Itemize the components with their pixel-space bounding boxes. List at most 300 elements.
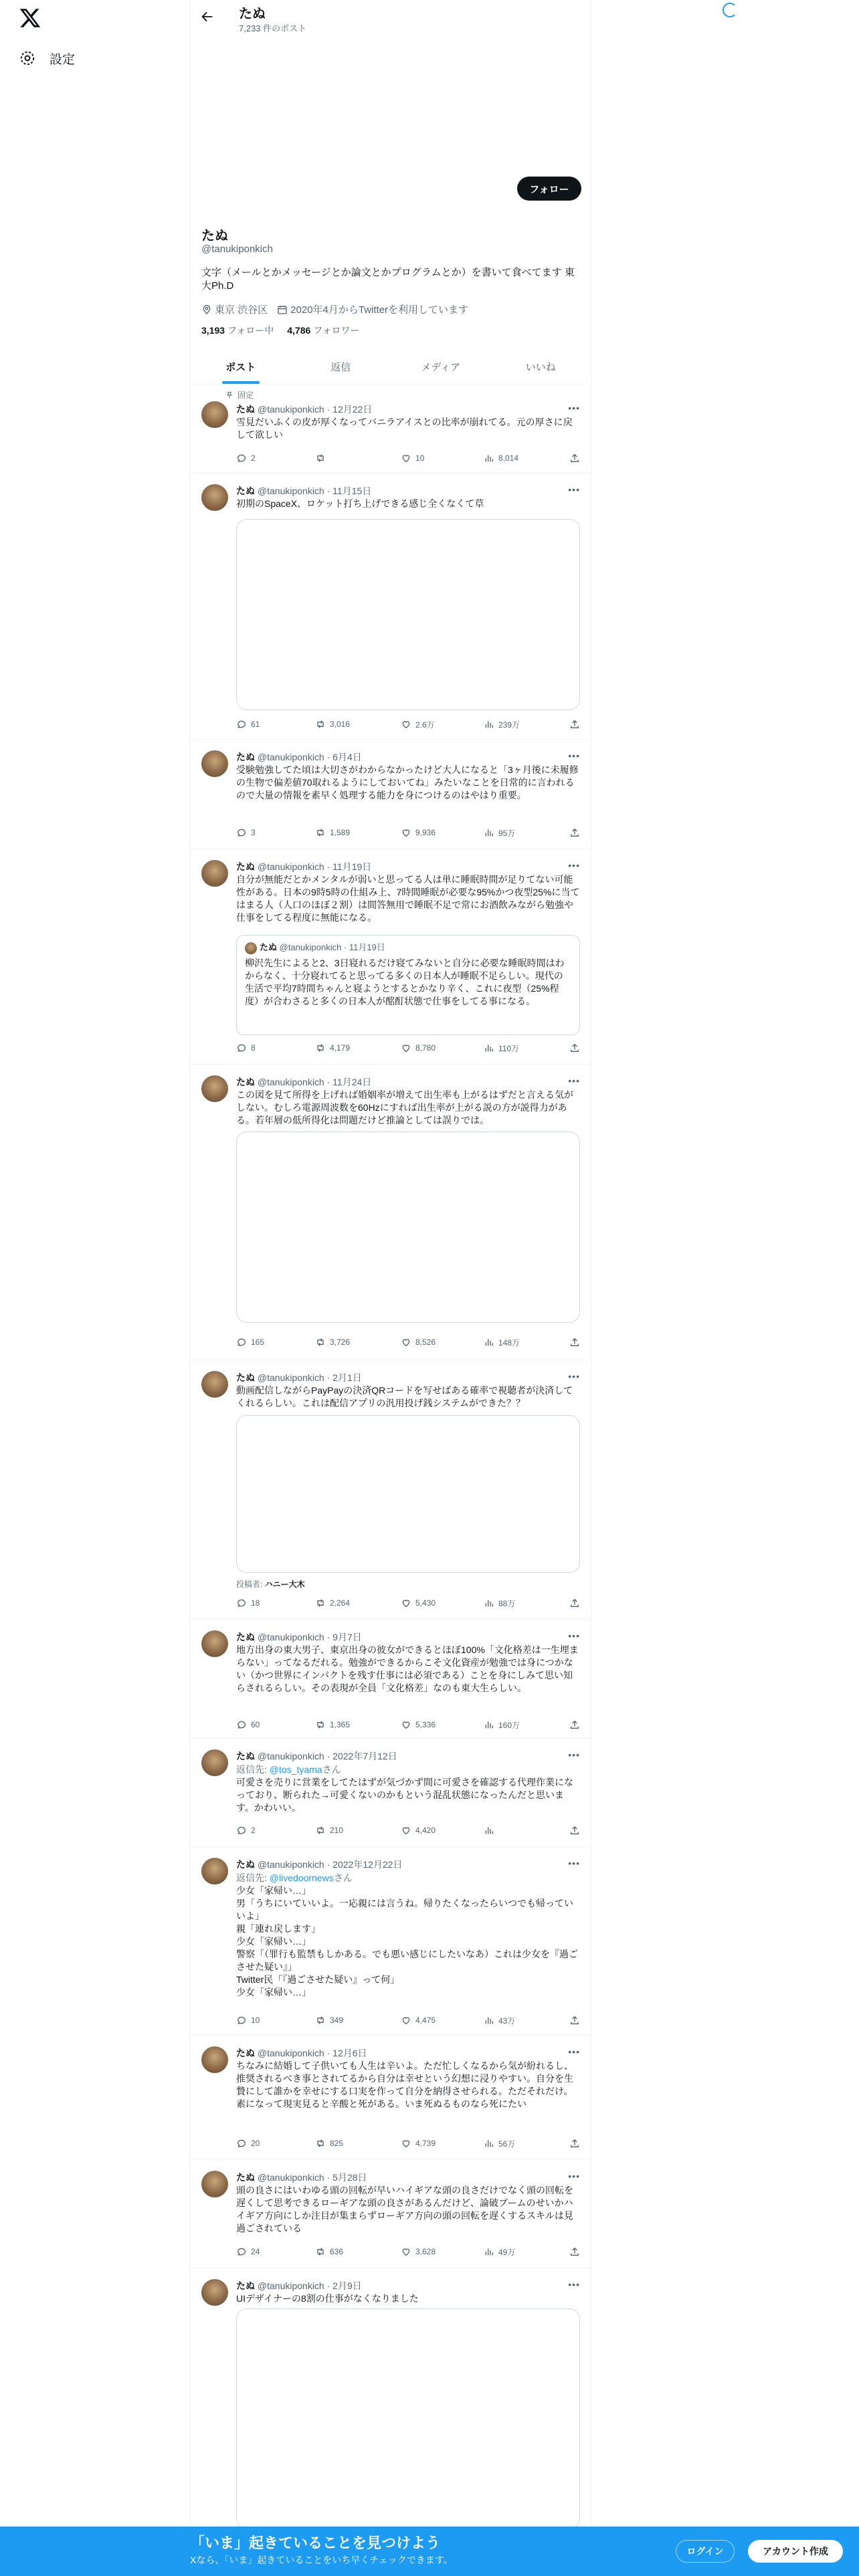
like-count: 4,420 [415, 1826, 436, 1835]
share-button[interactable] [569, 2244, 580, 2259]
retweet-button[interactable] [315, 717, 401, 732]
tweet-author: たぬ [236, 752, 255, 762]
reply-icon [236, 719, 247, 730]
more-icon[interactable]: ••• [568, 860, 580, 871]
view-count: 56万 [498, 2139, 516, 2149]
more-icon[interactable]: ••• [568, 484, 580, 495]
like-button[interactable] [401, 1596, 484, 1610]
reply-icon [236, 2138, 247, 2149]
share-icon [569, 1337, 580, 1348]
tweet-date[interactable]: 12月22日 [332, 404, 373, 415]
view-count: 148万 [498, 1337, 520, 1348]
tweet-date[interactable]: 6月4日 [332, 752, 362, 762]
quoted-tweet[interactable] [236, 935, 580, 1035]
like-count: 4,739 [415, 2139, 436, 2148]
tweet-text: 地方出身の東大男子、東京出身の彼女ができるとほぼ100%「文化格差は一生埋まらない」ってなるだれる。勉強ができるからこそ文化資産が勉強では身につかない（かつ世界にインパクトを残す仕事には必須である）ことを身にしみて思い知らされるらしい。その表現が全員「文化格差」なのも東大生らしい。 [236, 1644, 579, 1693]
reply-icon [236, 1598, 247, 1608]
avatar[interactable] [201, 2046, 228, 2073]
retweet-icon [315, 453, 326, 463]
follow-button[interactable]: フォロー [517, 177, 581, 201]
like-button[interactable] [401, 2244, 484, 2259]
following-count: 3,193 [201, 325, 225, 336]
tweet-text: 初期のSpaceX、ロケット打ち上げできる感じ全くなくて草 [236, 498, 484, 509]
reply-prefix: 返信先: [236, 1872, 267, 1883]
tweet-date[interactable]: 12月6日 [332, 2048, 367, 2058]
tweet-text: この図を見て所得を上げれば婚姻率が増えて出生率も上がるはずだと言える気がしない。むしろ電源周波数を60Hzにすれば出生率が上がる説の方が説得力がある。若年層の低所得化は問題だけど推論としては誤りでは。 [236, 1089, 573, 1125]
views-bar-chart-icon [484, 1719, 494, 1730]
profile-handle: @tanukiponkich [201, 243, 273, 255]
share-button[interactable] [569, 2013, 580, 2028]
like-button[interactable] [401, 2013, 484, 2028]
avatar[interactable] [201, 2171, 228, 2197]
gear-icon [19, 49, 36, 67]
share-button[interactable] [569, 717, 580, 732]
reply-to-handle[interactable]: @tos_tyama [269, 1764, 322, 1775]
retweet-icon [315, 2138, 326, 2149]
more-icon[interactable]: ••• [568, 403, 580, 413]
views-bar-chart-icon [484, 2138, 494, 2149]
views-button[interactable] [484, 2244, 569, 2259]
avatar[interactable] [201, 1075, 228, 1102]
tweet-media[interactable] [236, 1415, 580, 1573]
reply-button[interactable] [236, 1041, 315, 1055]
tweet-text: 受験勉強してた頃は大切さがわからなかったけど大人になると「3ヶ月後に未履修の生物で偏差値70取れるようにしておいてね」みたいなことを日常的に言われるので大量の情報を素早く処理する能力を身につけるのはやはり重要。 [236, 764, 579, 800]
pinned-indicator [225, 389, 254, 401]
tweet-text: 雪見だいふくの皮が厚くなってバニラアイスとの比率が崩れてる。元の厚さに戻して欲しい [236, 417, 573, 440]
retweet-button[interactable] [315, 1823, 401, 1838]
tweet-text: UIデザイナーの8割の仕事がなくなりました [236, 2293, 419, 2304]
avatar[interactable] [201, 860, 228, 887]
tweet-actions [236, 2244, 580, 2259]
heart-icon [401, 827, 411, 838]
retweet-count: 4,179 [330, 1043, 351, 1053]
avatar[interactable] [201, 484, 228, 511]
view-count: 49万 [498, 2247, 516, 2257]
reply-button[interactable] [236, 1596, 315, 1610]
more-icon[interactable]: ••• [568, 2171, 580, 2181]
views-button[interactable] [484, 1717, 569, 1732]
avatar[interactable] [201, 1371, 228, 1398]
share-icon [569, 2015, 580, 2026]
tweet[interactable] [191, 473, 591, 740]
tweet-handle: @tanukiponkich [257, 2048, 324, 2058]
tweet-text: 自分が無能だとかメンタルが弱いと思ってる人は単に睡眠時間が足りてない可能性がある。日本の9時5時の仕組み上、7時間睡眠が必要な95%かつ夜型25%に当てはまる人（人口のほぼ２割）は間答無用で睡眠不足で常にお酒飲みながら勉強や仕事をしてる程度に無能になる。 [236, 874, 580, 923]
tweet-handle: @tanukiponkich [257, 1632, 324, 1642]
view-count: 95万 [498, 828, 516, 838]
tweet-author: たぬ [236, 486, 255, 496]
reply-button[interactable] [236, 1335, 315, 1350]
tweet-header: たぬ @tanukiponkich · 12月6日 [236, 2048, 367, 2058]
retweet-count: 2,264 [330, 1598, 351, 1608]
tweet-handle: @tanukiponkich [257, 1372, 324, 1383]
retweet-icon [315, 1337, 326, 1348]
profile-meta [201, 302, 468, 316]
views-button[interactable] [484, 1335, 569, 1350]
retweet-count: 210 [330, 1826, 344, 1835]
more-icon[interactable]: ••• [568, 2279, 580, 2290]
views-button[interactable] [484, 2136, 569, 2151]
share-icon [569, 1598, 580, 1608]
reply-button[interactable] [236, 1717, 315, 1732]
tweet[interactable] [191, 740, 591, 849]
tweet[interactable] [191, 2268, 591, 2527]
profile-tabs [191, 349, 591, 385]
tweet-header: たぬ @tanukiponkich · 6月4日 [236, 752, 362, 762]
retweet-count: 349 [330, 2016, 344, 2025]
quoted-avatar [245, 942, 257, 954]
share-icon [569, 453, 580, 463]
retweet-icon [315, 827, 326, 838]
reply-suffix: さん [322, 1764, 341, 1775]
heart-icon [401, 1598, 411, 1608]
tweet-author: たぬ [236, 1859, 255, 1870]
followers-label: フォロワー [313, 325, 360, 336]
tweet-author: たぬ [236, 2172, 255, 2183]
tweet-header: たぬ @tanukiponkich · 9月7日 [236, 1632, 362, 1642]
like-count: 5,336 [415, 1720, 436, 1729]
like-count: 9,936 [415, 828, 436, 837]
retweet-button[interactable] [315, 1041, 401, 1055]
calendar-icon [277, 304, 288, 315]
tweet-handle: @tanukiponkich [257, 861, 324, 872]
location-pin-icon [201, 304, 212, 315]
tweet-header: たぬ @tanukiponkich · 11月24日 [236, 1077, 372, 1087]
tweet-handle: @tanukiponkich [257, 404, 324, 415]
share-icon [569, 1825, 580, 1836]
views-button[interactable] [484, 1823, 569, 1838]
quoted-text: 柳沢先生によると2、3日寝れるだけ寝てみないと自分に必要な睡眠時間はわからなく、十分寝れてると思ってる多くの日本人が睡眠不足らしい。現代の生活で平均7時間ちゃんと寝ようとするとかなり辛く、これに夜型（25%程度）が合わさると多くの日本人が酩酊状態で仕事をしてる事になる。 [245, 957, 565, 1006]
profile-location [201, 302, 268, 316]
reply-button[interactable] [236, 2013, 315, 2028]
profile-joined [277, 302, 468, 316]
reply-icon [236, 453, 247, 463]
share-icon [569, 2138, 580, 2149]
tweet-actions [236, 825, 580, 840]
more-icon[interactable]: ••• [568, 1749, 580, 1760]
profile-name: たぬ [201, 229, 228, 243]
tweet-header: たぬ @tanukiponkich · 12月22日 [236, 404, 373, 415]
followers-link[interactable] [287, 324, 359, 337]
reply-prefix: 返信先: [236, 1764, 267, 1775]
retweet-icon [315, 1598, 326, 1608]
reply-count: 2 [251, 453, 256, 463]
reply-count: 18 [251, 1598, 260, 1608]
views-button[interactable] [484, 825, 569, 840]
tweet[interactable] [191, 2160, 591, 2268]
quoted-author: たぬ [260, 942, 278, 952]
reply-suffix: さん [333, 1872, 353, 1883]
reply-button[interactable] [236, 2136, 315, 2151]
reply-count: 20 [251, 2139, 260, 2148]
reply-button[interactable] [236, 1823, 315, 1838]
retweet-count: 3,016 [330, 720, 351, 729]
poster-attribution [236, 1578, 305, 1590]
retweet-count: 825 [330, 2139, 344, 2148]
like-button[interactable] [401, 825, 484, 840]
tab-replies[interactable]: 返信 [330, 361, 351, 373]
profile-joined-text: 2020年4月からTwitterを利用しています [290, 304, 469, 316]
share-button[interactable] [569, 2136, 580, 2151]
avatar[interactable] [201, 1749, 228, 1776]
tweet-header: たぬ @tanukiponkich · 2月9日 [236, 2280, 362, 2291]
tweet-date[interactable]: 2月9日 [332, 2280, 362, 2291]
reply-to [236, 1871, 353, 1885]
share-icon [569, 827, 580, 838]
reply-button[interactable] [236, 2244, 315, 2259]
tweet-author: たぬ [236, 1751, 255, 1761]
pin-icon [225, 391, 233, 399]
tweet-date[interactable]: 5月28日 [332, 2172, 367, 2183]
views-bar-chart-icon [484, 827, 494, 838]
tweet-actions [236, 451, 580, 465]
following-link[interactable] [201, 324, 274, 337]
retweet-button[interactable] [315, 825, 401, 840]
tweet-date[interactable]: 11月15日 [332, 486, 372, 496]
retweet-count: 636 [330, 2247, 344, 2256]
reply-icon [236, 827, 247, 838]
heart-icon [401, 2246, 411, 2257]
banner-title: 「いま」起きていることを見つけよう [190, 2535, 441, 2551]
retweet-icon [315, 719, 326, 730]
like-count: 10 [415, 453, 425, 463]
like-button[interactable] [401, 1823, 484, 1838]
tweet-actions [236, 2013, 580, 2028]
tweet-actions [236, 1041, 580, 1055]
reply-button[interactable] [236, 825, 315, 840]
reply-button[interactable] [236, 451, 315, 465]
reply-count: 3 [251, 828, 256, 837]
tweet-media[interactable] [236, 2309, 580, 2529]
tweet-handle: @tanukiponkich [257, 1859, 324, 1870]
tweet[interactable] [191, 384, 591, 473]
reply-count: 61 [251, 720, 260, 729]
tweet-author: たぬ [236, 2048, 255, 2058]
reply-count: 60 [251, 1720, 260, 1729]
view-count: 160万 [498, 1720, 520, 1730]
reply-icon [236, 1043, 247, 1053]
retweet-button[interactable] [315, 1335, 401, 1350]
tweet-text: ちなみに結婚して子供いても人生は辛いよ。ただ忙しくなるから気が紛れるし、推奨されるべき事とされてるから自分は幸せという幻想に浸りやすい。自分を生贄にして誰かを幸せにする口実を作って自分を納得させられる。ただそれだけ。素になって現実見ると辛酸と死がある。いま死ぬるものなら死にたい [236, 2060, 573, 2109]
views-button[interactable] [484, 1041, 569, 1055]
share-button[interactable] [569, 451, 580, 465]
retweet-button[interactable] [315, 2013, 401, 2028]
reply-count: 2 [251, 1826, 256, 1835]
views-button[interactable] [484, 2013, 569, 2028]
more-icon[interactable]: ••• [568, 1075, 580, 1086]
like-button[interactable] [401, 451, 484, 465]
tweet-handle: @tanukiponkich [257, 1077, 324, 1087]
followers-count: 4,786 [287, 325, 311, 336]
profile-location-text: 東京 渋谷区 [215, 304, 268, 316]
tweet-actions [236, 1823, 580, 1838]
like-count: 4,475 [415, 2016, 436, 2025]
views-bar-chart-icon [484, 1825, 494, 1836]
tweet-date[interactable]: 2022年12月22日 [332, 1859, 403, 1870]
poster-label: 投稿者: [236, 1580, 263, 1589]
quoted-handle: @tanukiponkich [279, 942, 342, 952]
tweet-header: たぬ @tanukiponkich · 2022年7月12日 [236, 1751, 397, 1761]
tweet[interactable] [191, 2036, 591, 2160]
retweet-button[interactable] [315, 451, 401, 465]
like-button[interactable] [401, 1041, 484, 1055]
more-icon[interactable]: ••• [568, 1371, 580, 1382]
share-button[interactable] [569, 1596, 580, 1610]
tweet-header: たぬ @tanukiponkich · 2月1日 [236, 1372, 362, 1383]
like-count: 5,430 [415, 1598, 436, 1608]
tweet[interactable] [191, 1065, 591, 1360]
tweet-media[interactable] [236, 519, 580, 710]
pinned-label: 固定 [237, 391, 254, 400]
left-sidebar [0, 0, 190, 2576]
tweet-actions [236, 1717, 580, 1732]
retweet-button[interactable] [315, 1717, 401, 1732]
reply-icon [236, 1337, 247, 1348]
quoted-date: 11月19日 [349, 942, 385, 952]
retweet-icon [315, 2246, 326, 2257]
heart-icon [401, 1337, 411, 1348]
tweet-header: たぬ @tanukiponkich · 2022年12月22日 [236, 1859, 403, 1870]
tweet-date[interactable]: 9月7日 [332, 1632, 362, 1642]
views-button[interactable] [484, 1596, 569, 1610]
views-button[interactable] [484, 717, 569, 732]
avatar[interactable] [201, 1858, 228, 1885]
heart-icon [401, 453, 411, 463]
tab-posts[interactable]: ポスト [191, 349, 291, 384]
tweet-handle: @tanukiponkich [257, 752, 324, 762]
like-button[interactable] [401, 717, 484, 732]
tab-media[interactable]: メディア [421, 361, 461, 373]
tweet-header: たぬ @tanukiponkich · 11月15日 [236, 486, 372, 496]
like-count: 8,526 [415, 1337, 436, 1347]
avatar[interactable] [201, 2279, 228, 2306]
like-button[interactable] [401, 1335, 484, 1350]
profile-topbar [191, 0, 591, 37]
signup-button[interactable]: アカウント作成 [748, 2540, 843, 2563]
tweet-actions [236, 1596, 580, 1610]
reply-button[interactable] [236, 717, 315, 732]
share-icon [569, 1719, 580, 1730]
reply-count: 24 [251, 2247, 260, 2256]
tweet[interactable] [191, 1620, 591, 1739]
share-icon [569, 719, 580, 730]
retweet-icon [315, 1719, 326, 1730]
tweet-media[interactable] [236, 1132, 580, 1323]
avatar[interactable] [201, 1630, 228, 1657]
retweet-count: 3,726 [330, 1337, 351, 1347]
reply-to-handle[interactable]: @livedoornews [269, 1872, 334, 1883]
following-label: フォロー中 [227, 325, 274, 336]
profile-bio: 文字（メールとかメッセージとか論文とかプログラムとか）を書いて食べてます 東大Ph.D [201, 267, 575, 292]
views-bar-chart-icon [484, 719, 494, 730]
share-button[interactable] [569, 1041, 580, 1055]
tweet-header: たぬ @tanukiponkich · 5月28日 [236, 2172, 367, 2183]
retweet-button[interactable] [315, 1596, 401, 1610]
share-button[interactable] [569, 1823, 580, 1838]
tweet-handle: @tanukiponkich [257, 1751, 324, 1761]
tweet-actions [236, 717, 580, 732]
share-button[interactable] [569, 825, 580, 840]
tweet[interactable] [191, 1847, 591, 2036]
tweet-date[interactable]: 2月1日 [332, 1372, 362, 1383]
views-bar-chart-icon [484, 1043, 494, 1053]
poster-name[interactable]: ハニー大木 [264, 1580, 305, 1589]
tweet-actions [236, 2136, 580, 2151]
retweet-icon [315, 1043, 326, 1053]
tweet[interactable] [191, 1360, 591, 1620]
like-button[interactable] [401, 1717, 484, 1732]
tweet-handle: @tanukiponkich [257, 2280, 324, 2291]
avatar[interactable] [201, 750, 228, 777]
like-count: 3,628 [415, 2247, 436, 2256]
tweet-date[interactable]: 11月24日 [332, 1077, 372, 1087]
reply-icon [236, 2015, 247, 2026]
tweet[interactable] [191, 1739, 591, 1847]
more-icon[interactable]: ••• [568, 1858, 580, 1868]
reply-to [236, 1763, 341, 1776]
tweet-author: たぬ [236, 1372, 255, 1383]
tweet-author: たぬ [236, 1632, 255, 1642]
more-icon[interactable]: ••• [568, 2046, 580, 2057]
reply-icon [236, 1719, 247, 1730]
heart-icon [401, 719, 411, 730]
tweet-author: たぬ [236, 2280, 255, 2291]
tweet-author: たぬ [236, 404, 255, 415]
view-count: 110万 [498, 1043, 520, 1053]
more-icon[interactable]: ••• [568, 750, 580, 761]
tweet-text: 頭の良さにはいわゆる頭の回転が早いハイギアな頭の良さだけでなく頭の回転を遅くして思考できるローギアな頭の良さがあるんだけど、論破ブームのせいかハイギア方向にしか注目が集まらずローギア方向の頭の回転を遅くするスキルは見過ごされている [236, 2185, 573, 2234]
back-arrow-icon[interactable] [200, 9, 215, 24]
tweet[interactable] [191, 849, 591, 1065]
tweet-actions [236, 1335, 580, 1350]
avatar[interactable] [201, 401, 228, 428]
profile-stats [201, 324, 360, 337]
tweet-date[interactable]: 2022年7月12日 [332, 1751, 397, 1761]
views-bar-chart-icon [484, 453, 494, 463]
reply-count: 10 [251, 2016, 260, 2025]
tweet-handle: @tanukiponkich [257, 2172, 324, 2183]
login-button[interactable]: ログイン [676, 2540, 735, 2563]
tab-likes[interactable]: いいね [525, 361, 556, 373]
view-count: 43万 [498, 2016, 516, 2026]
banner-subtitle: Xなら、「いま」起きていることをいち早くチェックできます。 [190, 2555, 453, 2565]
retweet-button[interactable] [315, 2244, 401, 2259]
share-button[interactable] [569, 1335, 580, 1350]
header-post-count: 7,233 件のポスト [239, 23, 307, 33]
heart-icon [401, 2138, 411, 2149]
share-icon [569, 1043, 580, 1053]
heart-icon [401, 1043, 411, 1053]
signup-banner [0, 2527, 859, 2576]
like-button[interactable] [401, 2136, 484, 2151]
loading-spinner-icon [723, 3, 737, 17]
x-logo-icon[interactable] [19, 7, 41, 29]
tweet-author: たぬ [236, 1077, 255, 1087]
settings-link[interactable] [19, 48, 75, 68]
retweet-icon [315, 2015, 326, 2026]
reply-count: 165 [251, 1337, 265, 1347]
reply-icon [236, 2246, 247, 2257]
views-bar-chart-icon [484, 1598, 494, 1608]
view-count: 8,014 [498, 453, 519, 463]
like-count: 2.6万 [415, 720, 435, 730]
more-icon[interactable]: ••• [568, 1630, 580, 1641]
tweet-date[interactable]: 11月19日 [332, 861, 372, 872]
settings-label: 設定 [50, 52, 76, 67]
retweet-button[interactable] [315, 2136, 401, 2151]
share-button[interactable] [569, 1717, 580, 1732]
reply-icon [236, 1825, 247, 1836]
views-button[interactable] [484, 451, 569, 465]
